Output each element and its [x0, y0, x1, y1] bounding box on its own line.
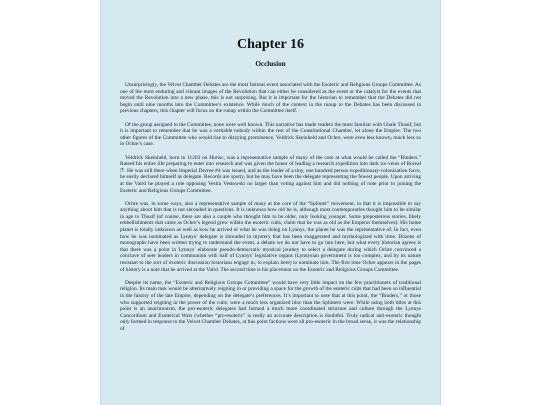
document-page: [100, 0, 441, 405]
paragraph: Unsurprisingly, the Velvet Chamber Debates are the most famous event associated with the Esoteric and Religious Groups Committee. As one of the most enduring and vibrant images of the Revolution that can either be considered as the event or the catalyst for the events that moved the Revolution into a new phase, this is not surprising. But it is important for the historian to remember that the Debates did not begin until nine months into the Committee’s existence. While much of the context in the runup to the Debates has been discussed in previous chapters, this chapter will focus on the runup within the Committee itself.: [120, 82, 421, 115]
section-title: Occlusion: [255, 60, 286, 68]
paragraph: Ochre was, in some ways, also a representative sample of many at the core of the “Splinter” movement, in that it is impossible to say anything about him that is not shrouded in questions. It is unknown how old he is, although most contemporaries thought him to be similar in age to Thusif (of course, there are also a couple who thought him to be older, only looking younger. Some preposterous stories, likely embellishments that came as Ochre’s legend grew within the esoteric cults, claim that he was as old as the Emperor themselves). His home planet is totally unknown as well as how he arrived or what he was doing on Lynnys, the planet he was the representative of. In fact, even how he was nominated as Lynnys’ delegate is shrouded in mystery that has been exaggerated and mythologized with time. Dozens of monographs have been written trying to understand the event, a debate we do not have to go into here, but what every historian agrees is that there was a point in Lynnys’ elaborate pseudo-democratic mystical journey to select a delegate during which Ochre convinced a conclave of seer leaders in communion with half of Lynnys’ legislative organs (Lynnysian government is too complex, and by its nature resistant to the sort of exoteric discussion historians engage in, to explain here) to nominate him. The first time Ochre appears in the pages of history is a note that he arrived at the Vaird. The second time is his placement on the Esoteric and Religious Groups Committee.: [120, 200, 421, 273]
paragraph: Despite its name, the “Esoteric and Religious Groups Committee” would have very little impact on the few practitioners of traditional religion. Its main task would be alternatively reigning in or providing a space for the growth of the esoteric cults that had been so influential in the history of the late Empire, depending on the delegate’s preferences. It’s important to note that at this point, the “Binders,” or those who supported reigning in the power of the cults, were a much less organized bloc than the Splinters were. While using both titles at this point is an anachronism, the pro-esoteric delegates had formed a much more coordinated structure and culture through the Lynnys Concordium and Esoterical Wars (whether “pro-esoteric” is really an accurate description is doubtful. Truly radical anti-esoteric thought only formed in response to the Velvet Chamber Debates, at this point factions were all pro-esoteric in the broad sense, it was the relationship of: [120, 279, 421, 332]
paragraph: Of the group assigned to the Committee, none were well known. This narrative has made readers the most familiar with Ghale Thusif, but it is important to remember that he was a veritable nobody within the rest of the Constitutional Chamber, let alone the Empire. The two other figures of the Committee who would rise to dizzying prominence, Veldrick Skeinheld and Ochre, were even less known, much less so in Ochre’s case.: [120, 121, 421, 148]
chapter-title: Chapter 16: [236, 37, 305, 52]
paragraph: Veldrick Skeinheld, born in 11203 on Hurisc, was a representative sample of many of the core at what would be called the “Binders.” Raised his entire life preparing to enter into research and was given the honor of leading a research expedition into dark ice veins of Boreal ℱ. He was still there when Imperial Decree #4 was issued, and as the leader of a tiny, one hundred person expeditionary-colonization force, he easily declared himself as delegate. Records are spotty, but he may have been the delegate representing the fewest people. Upon arriving at the Vaird he played a role opposing Vestin Vestowski no larger than voting against him and did nothing of note prior to joining the Esoteric and Religious Groups Committee.: [120, 154, 421, 194]
chapter-body: [120, 82, 421, 339]
